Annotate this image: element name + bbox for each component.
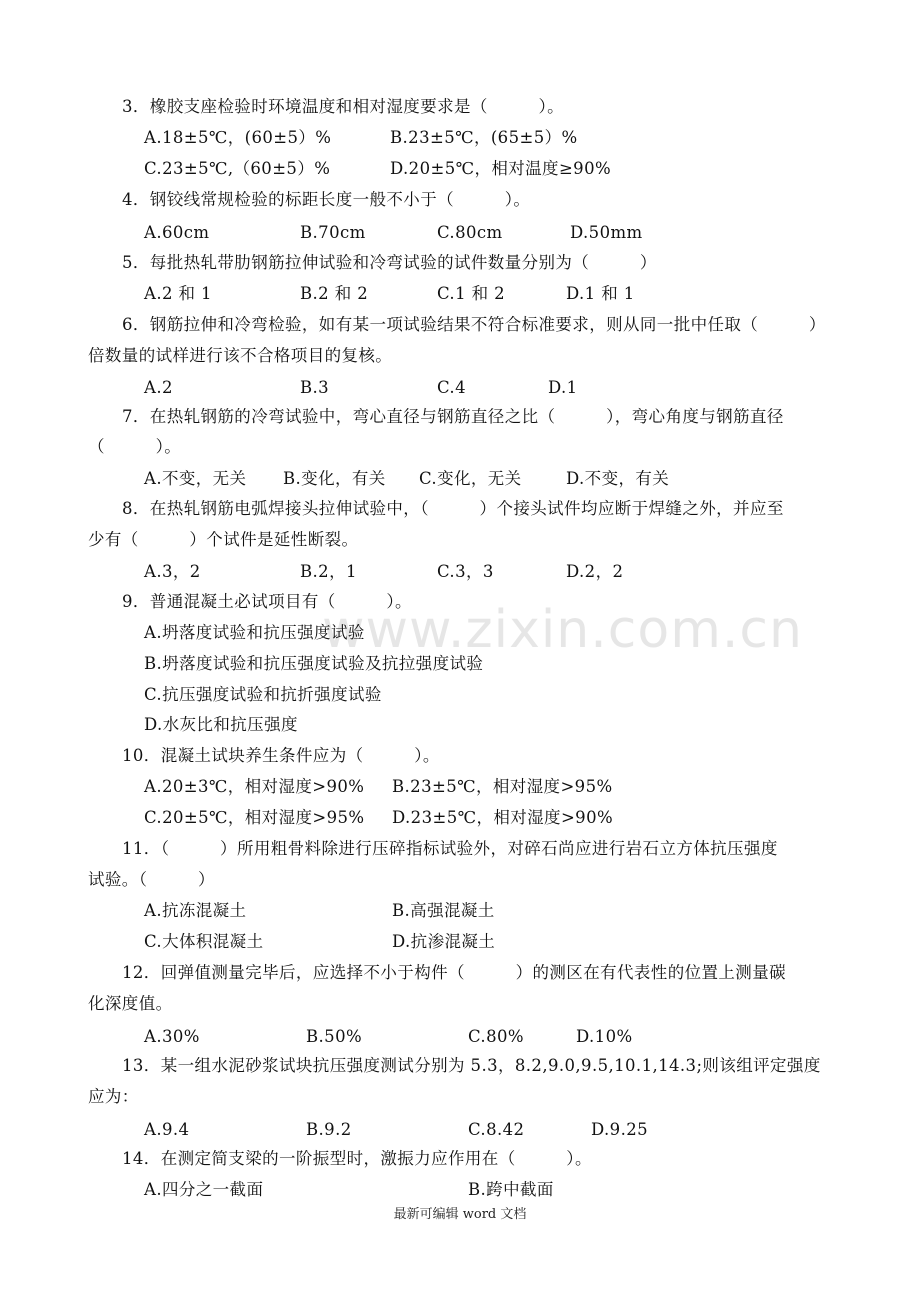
question-9-option-a: A.坍落度试验和抗压强度试验 xyxy=(144,623,365,642)
question-13-option-b: B.9.2 xyxy=(306,1120,352,1139)
question-3-option-d: D.20±5℃，相对温度≥90% xyxy=(390,159,612,178)
question-6-option-c: C.4 xyxy=(437,378,466,397)
question-11-option-b: B.高强混凝土 xyxy=(392,901,495,920)
question-8-stem-line-2: 少有（ ）个试件是延性断裂。 xyxy=(88,530,359,549)
question-7-option-a: A.不变，无关 xyxy=(144,469,247,488)
question-6-option-b: B.3 xyxy=(300,378,330,397)
question-3-option-a: A.18±5℃，(60±5）% xyxy=(144,128,332,147)
question-8-option-d: D.2，2 xyxy=(566,562,624,581)
question-14-option-a: A.四分之一截面 xyxy=(144,1180,264,1199)
question-3-option-b: B.23±5℃，(65±5）% xyxy=(390,128,578,147)
watermark: www.zixin.com.cn xyxy=(322,600,803,660)
page-footer: 最新可编辑 word 文档 xyxy=(393,1207,527,1222)
question-5-stem: 5．每批热轧带肋钢筋拉伸试验和冷弯试验的试件数量分别为（ ） xyxy=(122,253,657,272)
question-11-option-c: C.大体积混凝土 xyxy=(144,932,264,951)
question-12-option-c: C.80% xyxy=(468,1027,524,1046)
question-12-stem-line-2: 化深度值。 xyxy=(88,994,173,1013)
question-13-option-a: A.9.4 xyxy=(144,1120,190,1139)
question-8-option-b: B.2，1 xyxy=(300,562,357,581)
question-5-option-b: B.2 和 2 xyxy=(300,284,369,303)
question-7-option-b: B.变化，有关 xyxy=(283,469,386,488)
question-10-option-c: C.20±5℃，相对湿度>95% xyxy=(144,808,365,827)
question-6-stem-line-2: 倍数量的试样进行该不合格项目的复核。 xyxy=(88,346,393,365)
question-10-option-b: B.23±5℃，相对湿度>95% xyxy=(392,777,613,796)
question-4-stem: 4．钢铰线常规检验的标距长度一般不小于（ ）。 xyxy=(122,190,531,209)
question-3-stem: 3．橡胶支座检验时环境温度和相对湿度要求是（ ）。 xyxy=(122,97,565,116)
question-13-stem-line-2: 应为： xyxy=(88,1087,139,1106)
question-12-stem-line-1: 12．回弹值测量完毕后，应选择不小于构件（ ）的测区在有代表性的位置上测量碳 xyxy=(122,963,786,982)
question-7-stem-line-2: （ ）。 xyxy=(88,437,182,456)
question-14-option-b: B.跨中截面 xyxy=(468,1180,554,1199)
question-9-option-d: D.水灰比和抗压强度 xyxy=(144,715,298,734)
question-10-option-a: A.20±3℃，相对湿度>90% xyxy=(144,777,365,796)
question-10-stem: 10．混凝土试块养生条件应为（ ）。 xyxy=(122,746,440,765)
question-4-option-b: B.70cm xyxy=(300,223,366,242)
question-7-option-d: D.不变，有关 xyxy=(566,469,670,488)
question-12-option-b: B.50% xyxy=(306,1027,363,1046)
question-11-option-a: A.抗冻混凝土 xyxy=(144,901,247,920)
question-8-option-a: A.3，2 xyxy=(144,562,201,581)
question-13-option-d: D.9.25 xyxy=(591,1120,649,1139)
question-5-option-d: D.1 和 1 xyxy=(566,284,635,303)
question-6-stem-line-1: 6．钢筋拉伸和冷弯检验，如有某一项试验结果不符合标准要求，则从同一批中任取（ ） xyxy=(122,315,826,334)
question-7-option-c: C.变化，无关 xyxy=(419,469,522,488)
question-10-option-d: D.23±5℃，相对湿度>90% xyxy=(392,808,614,827)
question-8-stem-line-1: 8．在热轧钢筋电弧焊接头拉伸试验中，（ ）个接头试件均应断于焊缝之外，并应至 xyxy=(122,499,784,518)
question-8-option-c: C.3，3 xyxy=(437,562,494,581)
question-9-stem: 9．普通混凝土必试项目有（ ）。 xyxy=(122,592,412,611)
question-11-stem-line-1: 11．（ ）所用粗骨料除进行压碎指标试验外，对碎石尚应进行岩石立方体抗压强度 xyxy=(122,839,778,858)
question-5-option-c: C.1 和 2 xyxy=(437,284,506,303)
question-6-option-a: A.2 xyxy=(144,378,173,397)
question-4-option-d: D.50mm xyxy=(570,223,643,242)
question-13-option-c: C.8.42 xyxy=(468,1120,525,1139)
question-11-stem-line-2: 试验。（ ） xyxy=(88,870,215,889)
question-4-option-a: A.60cm xyxy=(144,223,210,242)
question-6-option-d: D.1 xyxy=(548,378,578,397)
question-3-option-c: C.23±5℃,（60±5）% xyxy=(144,159,331,178)
question-4-option-c: C.80cm xyxy=(437,223,503,242)
question-12-option-d: D.10% xyxy=(576,1027,633,1046)
question-5-option-a: A.2 和 1 xyxy=(144,284,212,303)
question-11-option-d: D.抗渗混凝土 xyxy=(392,932,496,951)
question-7-stem-line-1: 7．在热轧钢筋的冷弯试验中，弯心直径与钢筋直径之比（ ），弯心角度与钢筋直径 xyxy=(122,407,784,426)
question-9-option-b: B.坍落度试验和抗压强度试验及抗拉强度试验 xyxy=(144,654,484,673)
question-13-stem-line-1: 13．某一组水泥砂浆试块抗压强度测试分别为 5.3，8.2,9.0,9.5,10.1,14.3;则该组评定强度 xyxy=(122,1056,821,1075)
question-9-option-c: C.抗压强度试验和抗折强度试验 xyxy=(144,685,382,704)
question-14-stem: 14．在测定简支梁的一阶振型时，激振力应作用在（ ）。 xyxy=(122,1149,592,1168)
question-12-option-a: A.30% xyxy=(144,1027,200,1046)
